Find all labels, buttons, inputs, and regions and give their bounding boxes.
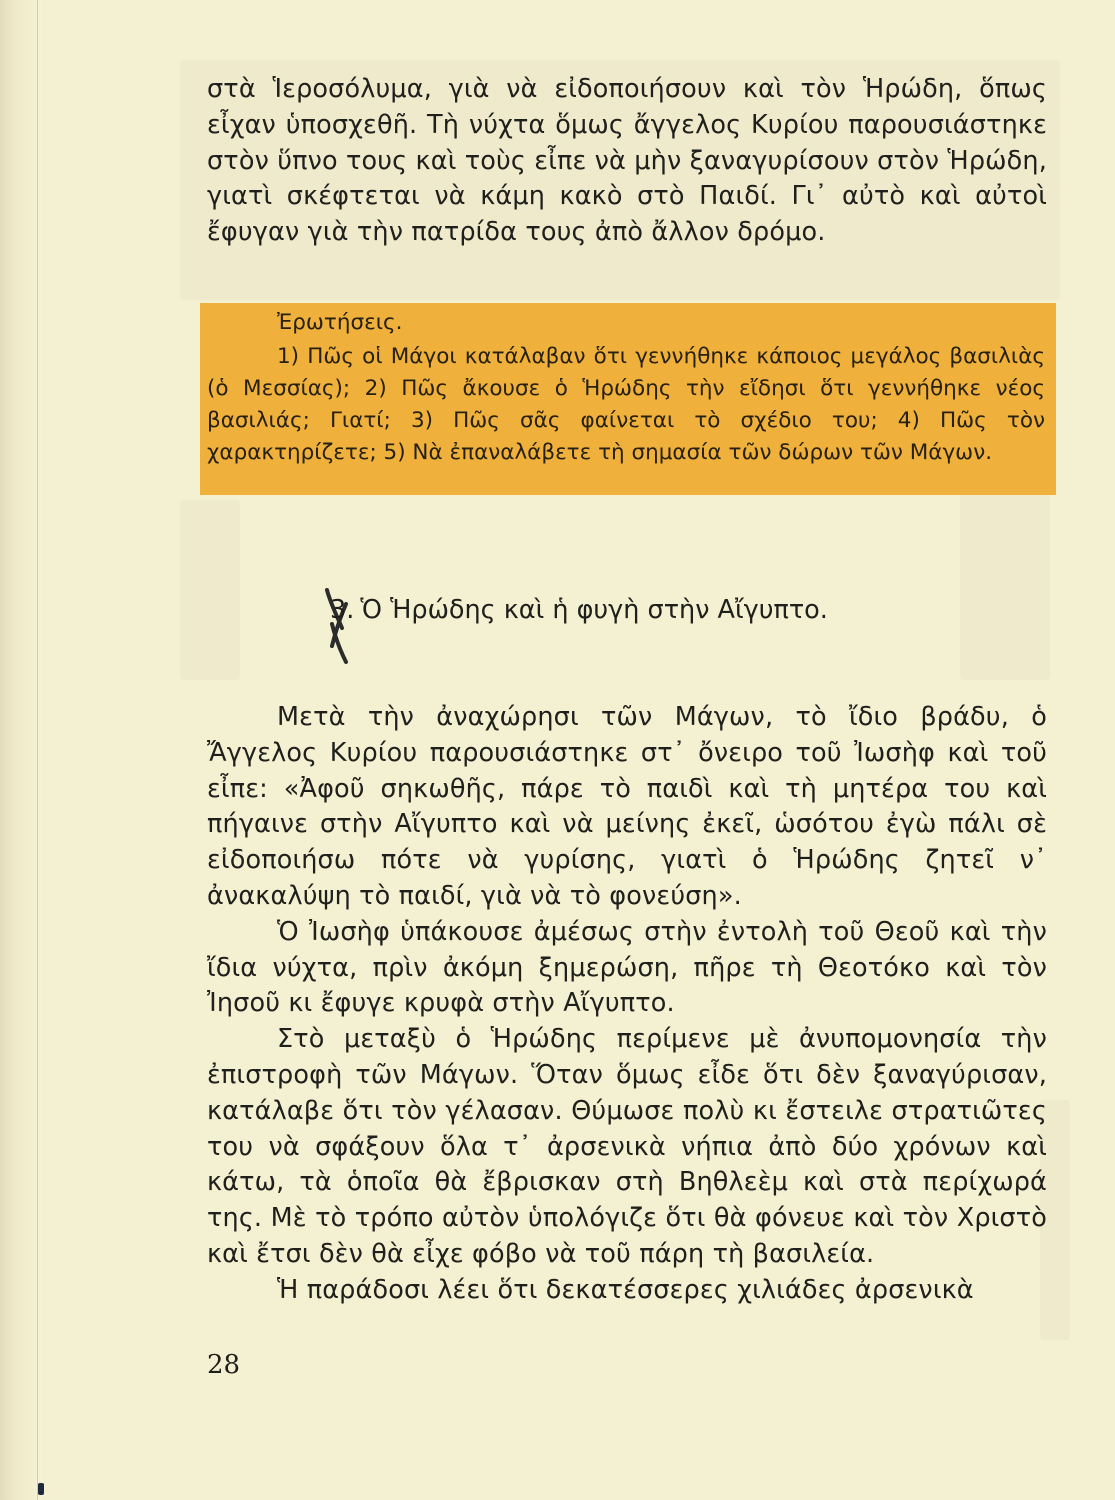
questions-content bbox=[207, 307, 1045, 469]
section-heading bbox=[330, 592, 828, 628]
continued-paragraph: στὰ Ἱεροσόλυμα, γιὰ νὰ εἰδοποιήσουν καὶ τὸν Ἡρώδη, ὅπως εἶχαν ὑποσχεθῆ. Τὴ νύχτα ὅμως ἄγγελος Κυρίου παρουσιάστηκε στὸν ὕπνο τους καὶ τοὺς εἶπε νὰ μὴν ξαναγυρίσουν στὸν Ἡρώδη, γιατὶ σκέφτεται νὰ κάμη κακὸ στὸ Παιδί. Γι᾽ αὐτὸ καὶ αὐτοὶ ἔφυγαν γιὰ τὴν πατρίδα τους ἀπὸ ἄλλον δρόμο. bbox=[207, 74, 1047, 248]
section-title: Ὁ Ἡρώδης καὶ ἡ φυγὴ στὴν Αἴγυπτο. bbox=[360, 595, 828, 625]
questions-box bbox=[200, 303, 1056, 495]
questions-heading: Ἐρωτήσεις. bbox=[277, 310, 403, 335]
scan-corner-mark bbox=[38, 1483, 44, 1495]
page-number: 28 bbox=[207, 1350, 241, 1380]
questions-text: 1) Πῶς οἱ Μάγοι κατάλαβαν ὅτι γεννήθηκε κάποιος μεγάλος βασιλιὰς (ὁ Μεσσίας); 2) Πῶς ἄκουσε ὁ Ἡρώδης τὴν εἴδησι ὅτι γεννήθηκε νέος βασιλιάς; Γιατί; 3) Πῶς σᾶς φαίνεται τὸ σχέδιο του; 4) Πῶς τὸν χαρακτηρίζετε; 5) Νὰ ἐπαναλάβετε τὴ σημασία τῶν δώρων τῶν Μάγων. bbox=[207, 344, 1045, 465]
body-paragraph: Ὁ Ἰωσὴφ ὑπάκουσε ἀμέσως στὴν ἐντολὴ τοῦ Θεοῦ καὶ τὴν ἴδια νύχτα, πρὶν ἀκόμη ξημερώση, πῆρε τὴ Θεοτόκο καὶ τὸν Ἰησοῦ κι ἔφυγε κρυφὰ στὴν Αἴγυπτο. bbox=[207, 916, 1047, 1019]
body-text-block bbox=[207, 700, 1047, 1309]
page-edge bbox=[0, 0, 42, 1500]
body-paragraph: Μετὰ τὴν ἀναχώρησι τῶν Μάγων, τὸ ἴδιο βράδυ, ὁ Ἄγγελος Κυρίου παρουσιάστηκε στ᾽ ὄνειρο τοῦ Ἰωσὴφ καὶ τοῦ εἶπε: «Ἀφοῦ σηκωθῆς, πάρε τὸ παιδὶ καὶ τὴ μητέρα του καὶ πήγαινε στὴν Αἴγυπτο καὶ νὰ μείνης ἐκεῖ, ὡσότου ἐγὼ πάλι σὲ εἰδοποιήσω πότε νὰ γυρίσης, γιατὶ ὁ Ἡρώδης ζητεῖ ν᾽ ἀνακαλύψη τὸ παιδί, γιὰ νὰ τὸ φονεύση». bbox=[207, 702, 1047, 911]
body-paragraph: Ἡ παράδοσι λέει ὅτι δεκατέσσερες χιλιάδες ἀρσενικὰ bbox=[277, 1274, 974, 1305]
show-through-shadow bbox=[960, 480, 1050, 680]
top-paragraph-block bbox=[207, 72, 1047, 251]
section-number: 3. bbox=[330, 595, 355, 625]
show-through-shadow bbox=[180, 500, 240, 680]
body-paragraph: Στὸ μεταξὺ ὁ Ἡρώδης περίμενε μὲ ἀνυπομονησία τὴν ἐπιστροφὴ τῶν Μάγων. Ὅταν ὅμως εἶδε ὅτι δὲν ξαναγύρισαν, κατάλαβε ὅτι τὸν γέλασαν. Θύμωσε πολὺ κι ἔστειλε στρατιῶτες του νὰ σφάξουν ὅλα τ᾽ ἀρσενικὰ νήπια ἀπὸ δύο χρόνων καὶ κάτω, τὰ ὁποῖα θὰ ἔβρισκαν στὴ Βηθλεὲμ καὶ στὰ περίχωρά της. Μὲ τὸ τρόπο αὐτὸν ὑπολόγιζε ὅτι θὰ φόνευε καὶ τὸν Χριστὸ καὶ ἔτσι δὲν θὰ εἶχε φόβο νὰ τοῦ πάρη τὴ βασιλεία. bbox=[207, 1024, 1047, 1269]
